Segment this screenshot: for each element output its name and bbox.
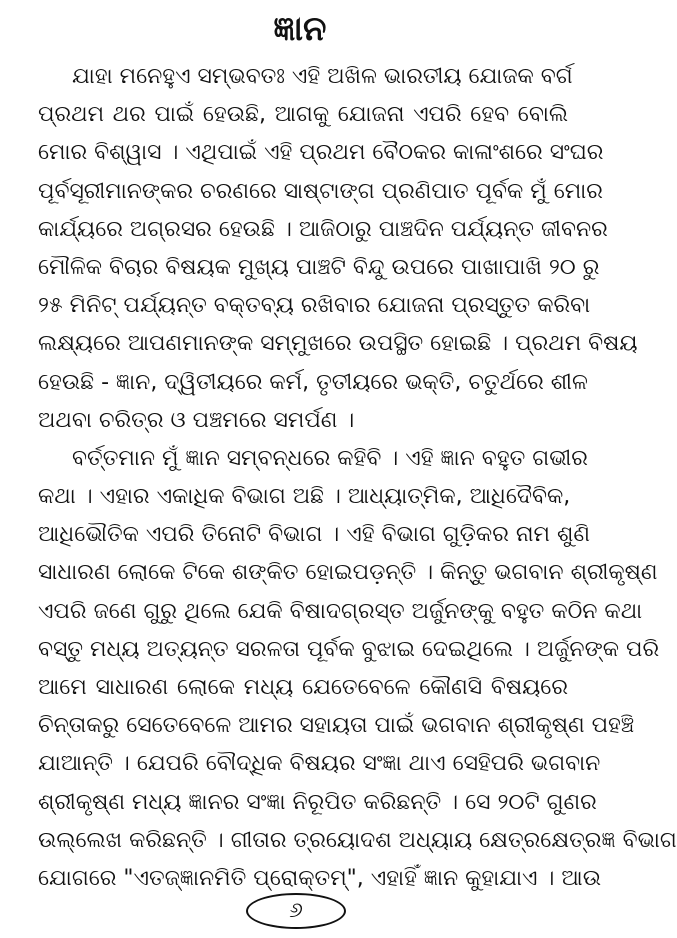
text-line: ଯାହା ମନେହୁଏ ସମ୍ଭବତଃ ଏହି ଅଖିଳ ଭାରତୀୟ ଯୋଜକ ବର୍ଗ [72, 64, 573, 89]
text-line: ଅଥବା ଚରିତ୍ର ଓ ପଞ୍ଚମରେ ସମର୍ପଣ । [38, 407, 355, 433]
text-line: ୨୫ ମିନିଟ୍ ପର୍ଯ୍ୟନ୍ତ ବକ୍ତବ୍ୟ ରଖିବାର ଯୋଜନା ପ୍ରସ୍ତୁତ କରିବା [38, 293, 591, 319]
text-line: ଶ୍ରୀକୃଷ୍ଣ ମଧ୍ୟ ଜ୍ଞାନର ସଂଜ୍ଞା ନିରୂପିତ କରିଛନ୍ତି । ସେ ୨୦ଟି ଗୁଣର [38, 789, 597, 815]
text-line: ପ୍ରଥମ ଥର ପାଇଁ ହେଉଛି, ଆଗକୁ ଯୋଜନା ଏପରି ହେବ ବୋଲି [38, 102, 568, 128]
text-line: ଆମେ ସାଧାରଣ ଲୋକେ ମଧ୍ୟ ଯେତେବେଳେ କୌଣସି ବିଷୟରେ [38, 675, 568, 700]
text-line: ସାଧାରଣ ଲୋକେ ଟିକେ ଶଙ୍କିତ ହୋଇପଡ଼ନ୍ତି । କିନ୍ତୁ ଭଗବାନ ଶ୍ରୀକୃଷ୍ଣ [38, 560, 658, 586]
body-text [38, 58, 677, 898]
text-line: ଆଧିଭୌତିକ ଏପରି ତିନୋଟି ବିଭାଗ । ଏହି ବିଭାଗ ଗୁଡ଼ିକର ନାମ ଶୁଣି [38, 522, 591, 548]
page-title: ଜ୍ଞାନ [273, 9, 327, 49]
text-line: ଲକ୍ଷ୍ୟରେ ଆପଣମାନଙ୍କ ସମ୍ମୁଖରେ ଉପସ୍ଥିତ ହୋଇଛି । ପ୍ରଥମ ବିଷୟ [38, 331, 638, 357]
text-line: ହେଉଛି - ଜ୍ଞାନ, ଦ୍ୱିତୀୟରେ କର୍ମ, ତୃତୀୟରେ ଭକ୍ତି, ଚତୁର୍ଥରେ ଶୀଳ [38, 369, 588, 395]
text-line: ମୌଳିକ ବିଚାର ବିଷୟକ ମୁଖ୍ୟ ପାଞ୍ଚଟି ବିନ୍ଦୁ ଉପରେ ପାଖାପାଖି ୨୦ ରୁ [38, 254, 600, 280]
text-line: ପୂର୍ବସୂରୀମାନଙ୍କର ଚରଣରେ ସାଷ୍ଟାଙ୍ଗ ପ୍ରଣିପାତ ପୂର୍ବକ ମୁଁ ମୋର [38, 178, 603, 204]
text-line: ବସ୍ତୁ ମଧ୍ୟ ଅତ୍ୟନ୍ତ ସରଳତା ପୂର୍ବକ ବୁଝାଇ ଦେଇଥିଲେ । ଅର୍ଜୁନଙ୍କ ପରି [38, 636, 660, 662]
text-line: କାର୍ଯ୍ୟରେ ଅଗ୍ରସର ହେଉଛି । ଆଜିଠାରୁ ପାଞ୍ଚଦିନ ପର୍ଯ୍ୟନ୍ତ ଜୀବନର [38, 216, 608, 242]
page-number-oval [246, 893, 346, 929]
text-line: ଚିନ୍ତାକରୁ ସେତେବେଳେ ଆମର ସହାୟତା ପାଇଁ ଭଗବାନ ଶ୍ରୀକୃଷ୍ଣ ପହଞ୍ଚି [38, 713, 635, 739]
text-line: ବର୍ତ୍ତମାନ ମୁଁ ଜ୍ଞାନ ସମ୍ବନ୍ଧରେ କହିବି । ଏହି ଜ୍ଞାନ ବହୁତ ଗଭୀର [72, 445, 588, 471]
text-line: ଯୋଗରେ "ଏତଜ୍ଜ୍ଞାନମିତି ପ୍ରୋକ୍ତମ୍", ଏହାହିଁ ଜ୍ଞାନ କୁହାଯାଏ । ଆଉ [38, 865, 602, 891]
text-line: ଯାଆନ୍ତି । ଯେପରି ବୌଦ୍ଧିକ ବିଷୟର ସଂଜ୍ଞା ଥାଏ ସେହିପରି ଭଗବାନ [38, 751, 601, 777]
text-line: ଉଲ୍ଲେଖ କରିଛନ୍ତି । ଗୀତାର ତ୍ରୟୋଦଶ ଅଧ୍ୟାୟ କ୍ଷେତ୍ରକ୍ଷେତ୍ରଜ୍ଞ ବିଭାଗ [38, 827, 677, 853]
page-number: ୬ [289, 898, 303, 923]
text-line: ମୋର ବିଶ୍ୱାସ । ଏଥିପାଇଁ ଏହି ପ୍ରଥମ ବୈଠକର କାଳାଂଶରେ ସଂଘର [38, 140, 604, 166]
text-line: କଥା । ଏହାର ଏକାଧିକ ବିଭାଗ ଅଛି । ଆଧ୍ୟାତ୍ମିକ, ଆଧିଦୈବିକ, [38, 484, 571, 510]
text-line: ଏପରି ଜଣେ ଗୁରୁ ଥିଲେ ଯେକି ବିଷାଦଗ୍ରସ୍ତ ଅର୍ଜୁନଙ୍କୁ ବହୁତ କଠିନ କଥା [38, 598, 643, 624]
